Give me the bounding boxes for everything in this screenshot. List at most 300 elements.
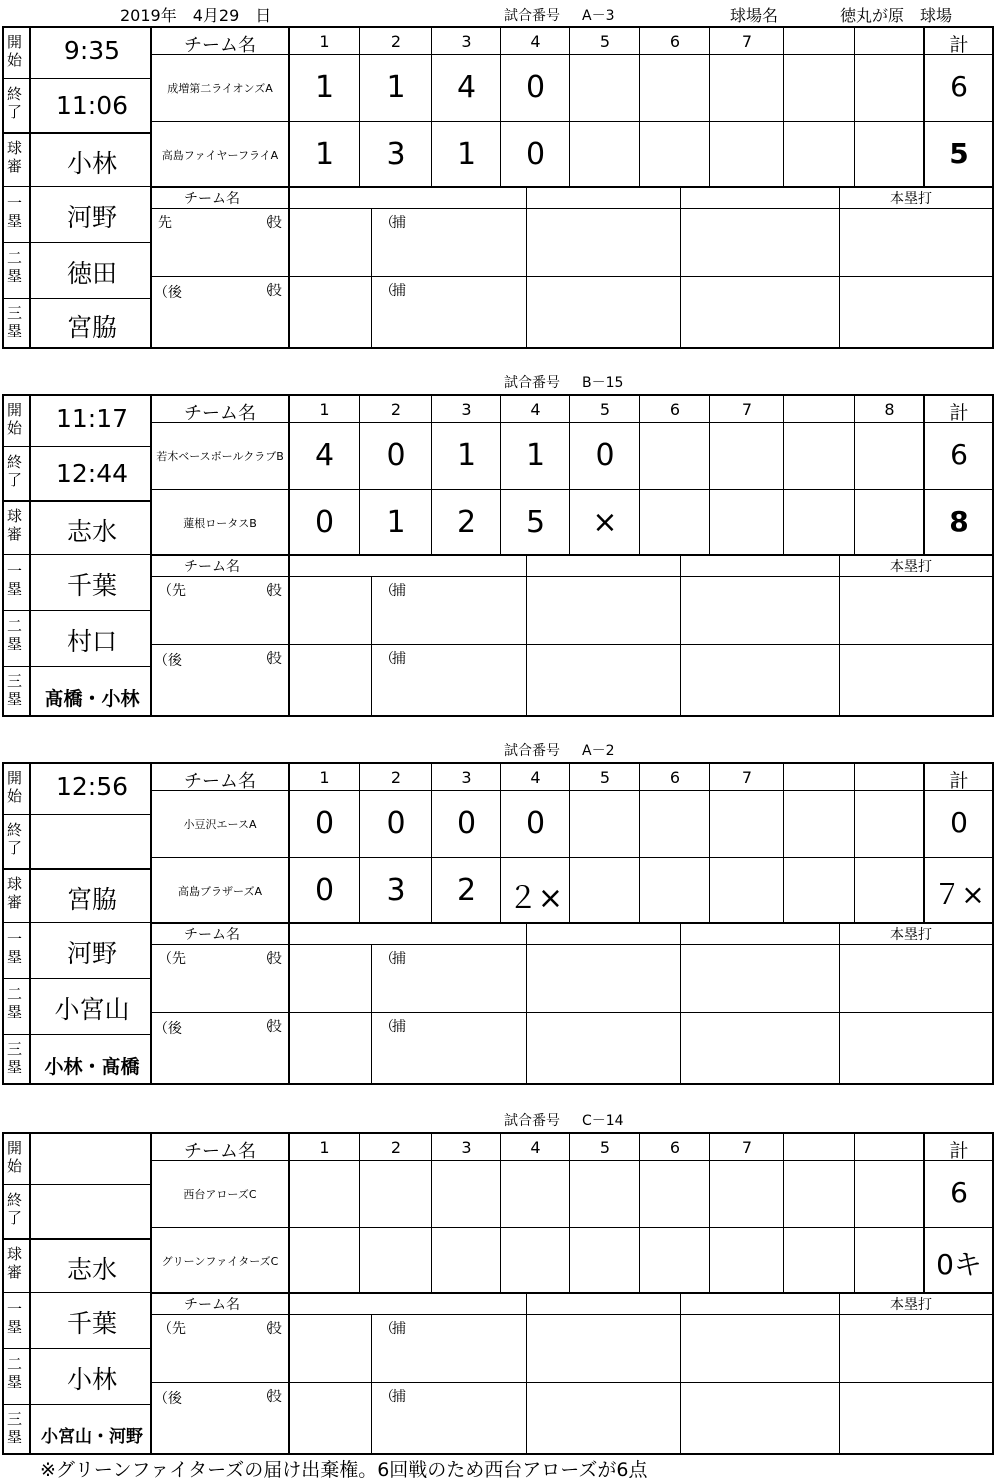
inning-header: 5 <box>599 768 611 787</box>
plate-umpire-label-char: 球 <box>7 507 23 525</box>
pitcher-label: 投 <box>268 651 282 667</box>
grid-line <box>639 764 640 922</box>
paren: （ <box>258 215 272 231</box>
inning-score: × <box>592 505 618 540</box>
grid-line <box>639 1134 640 1292</box>
grid-line <box>839 922 840 1083</box>
first-base-label <box>7 930 31 966</box>
score-table <box>2 26 994 349</box>
catcher-label: 捕 <box>392 1389 406 1405</box>
grid-line <box>4 610 150 611</box>
total-score: 0 <box>950 806 968 839</box>
second-base-label <box>7 249 31 285</box>
paren: （ <box>380 1389 394 1405</box>
inning-score: 1 <box>386 70 406 105</box>
third-base-label-char: 三 <box>7 1410 23 1428</box>
first-base-label-char: 塁 <box>7 948 23 966</box>
inning-header: 6 <box>669 400 681 419</box>
paren: （ <box>380 1019 394 1035</box>
start-time: 11:17 <box>55 404 129 433</box>
grid-line <box>371 1314 372 1453</box>
inning-header: 1 <box>319 768 330 787</box>
grid-line <box>783 28 784 186</box>
grid-line <box>150 576 992 577</box>
first-base-label <box>7 1300 31 1336</box>
third-base-label-char: 塁 <box>7 322 23 340</box>
end-label-char: 了 <box>7 471 23 489</box>
pitcher-label: 投 <box>268 1019 282 1035</box>
third-base-label-char: 三 <box>7 1040 23 1058</box>
team-name: 西台アローズC <box>183 1188 257 1201</box>
inning-header: 4 <box>530 32 541 51</box>
grid-line <box>4 500 150 502</box>
inning-score: 1 <box>314 137 335 172</box>
inning-header: 5 <box>599 1138 611 1157</box>
second-team-line: （後 <box>154 1021 182 1037</box>
grid-line <box>4 186 150 187</box>
inning-header: 6 <box>669 1138 681 1157</box>
inning-header: 7 <box>741 768 753 787</box>
grid-line <box>150 1012 992 1013</box>
date: 2019年 4月29 日 <box>120 6 272 25</box>
game-number: A－2 <box>582 743 615 759</box>
grid-line <box>4 814 150 815</box>
first-base-label-char: 一 <box>7 1300 23 1318</box>
inning-score: 0 <box>386 438 406 473</box>
grid-line <box>783 396 784 554</box>
grid-line <box>4 446 150 447</box>
inning-score: 1 <box>386 505 406 540</box>
plate-umpire-label <box>7 1245 31 1281</box>
first-base-label-char: 塁 <box>7 1318 23 1336</box>
inning-score: 2 <box>456 873 477 908</box>
total-score: 8 <box>949 505 969 538</box>
end-label <box>7 453 31 489</box>
grid-line <box>854 1134 855 1292</box>
second-base-label <box>7 985 31 1021</box>
start-label <box>7 33 31 69</box>
first-base-label-char: 一 <box>7 194 23 212</box>
grid-line <box>839 1292 840 1453</box>
plate-umpire-label-char: 審 <box>7 1263 23 1281</box>
grid-line <box>4 554 150 555</box>
grid-line <box>288 1292 290 1453</box>
second-base-label-char: 二 <box>7 985 23 1003</box>
start-label-char: 始 <box>7 419 23 437</box>
second-base-umpire: 村口 <box>66 627 117 656</box>
first-base-label-char: 塁 <box>7 212 23 230</box>
end-label-char: 了 <box>7 839 23 857</box>
first-base-label <box>7 562 31 598</box>
inning-score: 4 <box>314 438 335 473</box>
grid-line <box>526 186 527 347</box>
inning-header: 3 <box>461 32 472 51</box>
grid-line <box>783 1134 784 1292</box>
score-table <box>2 762 994 1085</box>
paren: （ <box>380 651 394 667</box>
homerun-header: 本塁打 <box>890 559 932 575</box>
grid-line <box>4 132 150 134</box>
team-name: 蓮根ロータスB <box>183 517 257 530</box>
grid-line <box>4 1184 150 1185</box>
inning-header: 3 <box>461 1138 472 1157</box>
third-base-label <box>7 1410 31 1446</box>
inning-score: 5 <box>525 505 546 540</box>
start-time: 12:56 <box>55 772 129 801</box>
field-label: 球場名 <box>730 6 779 25</box>
grid-line <box>854 28 855 186</box>
second-base-umpire: 小宮山 <box>54 995 130 1024</box>
plate-umpire: 宮脇 <box>66 885 117 914</box>
plate-umpire-label-char: 球 <box>7 1245 23 1263</box>
end-label-char: 終 <box>7 1191 23 1209</box>
start-label <box>7 769 31 805</box>
catcher-label: 捕 <box>392 1019 406 1035</box>
grid-line <box>4 298 150 299</box>
grid-line <box>288 186 290 347</box>
paren: （ <box>258 651 272 667</box>
grid-line <box>150 208 992 209</box>
grid-line <box>4 1238 150 1240</box>
inning-score: 1 <box>314 70 335 105</box>
second-team-line: （後 <box>154 285 182 301</box>
game-sheet <box>0 743 996 1085</box>
total-header: 計 <box>949 1140 969 1162</box>
inning-score: 0 <box>595 438 615 473</box>
plate-umpire-label-char: 球 <box>7 875 23 893</box>
catcher-label: 捕 <box>392 215 406 231</box>
inning-header: 1 <box>319 400 330 419</box>
catcher-label: 捕 <box>392 1321 406 1337</box>
catcher-label: 捕 <box>392 951 406 967</box>
grid-line <box>150 121 992 122</box>
first-base-umpire: 河野 <box>66 203 117 232</box>
inning-header: 4 <box>530 400 541 419</box>
end-time: 12:44 <box>55 459 129 488</box>
total-score: 0キ <box>936 1248 982 1281</box>
plate-umpire-label-char: 審 <box>7 525 23 543</box>
third-base-label-char: 三 <box>7 672 23 690</box>
grid-line <box>150 944 992 945</box>
end-label <box>7 821 31 857</box>
third-base-umpire: 宮脇 <box>66 313 117 342</box>
third-base-umpire: 小林・髙橋 <box>44 1056 140 1078</box>
grid-line <box>359 1134 360 1292</box>
grid-line <box>680 1292 681 1453</box>
game-number: C－14 <box>582 1113 624 1129</box>
second-base-label-char: 塁 <box>7 267 23 285</box>
inning-header: 3 <box>461 768 472 787</box>
grid-line <box>150 857 992 858</box>
plate-umpire-label-char: 審 <box>7 893 23 911</box>
total-header: 計 <box>949 770 969 792</box>
homerun-header: 本塁打 <box>890 927 932 943</box>
score-table <box>2 394 994 717</box>
first-team-line: 先 <box>158 215 172 231</box>
game-sheet <box>0 375 996 717</box>
plate-umpire-label-char: 球 <box>7 139 23 157</box>
second-base-label-char: 塁 <box>7 1003 23 1021</box>
bottom-team-name-header: チーム名 <box>184 559 240 575</box>
third-base-label-char: 塁 <box>7 690 23 708</box>
inning-header: 1 <box>319 32 330 51</box>
grid-line <box>839 554 840 715</box>
grid-line <box>500 1134 501 1292</box>
first-base-label-char: 一 <box>7 930 23 948</box>
team-name: 成増第二ライオンズA <box>167 82 273 95</box>
end-label-char: 終 <box>7 821 23 839</box>
first-team-line: （先 <box>158 583 186 599</box>
first-base-umpire: 河野 <box>66 939 117 968</box>
inning-header: 5 <box>599 400 611 419</box>
grid-line <box>526 554 527 715</box>
start-label-char: 始 <box>7 1157 23 1175</box>
inning-header: 2 <box>390 1138 402 1157</box>
start-label-char: 開 <box>7 401 23 419</box>
second-base-label-char: 二 <box>7 249 23 267</box>
grid-line <box>4 868 150 870</box>
total-score: 6 <box>950 438 968 471</box>
grid-line <box>431 1134 432 1292</box>
score-table <box>2 1132 994 1455</box>
grid-line <box>371 944 372 1083</box>
third-base-umpire: 小宮山・河野 <box>41 1427 143 1447</box>
paren: （ <box>258 283 272 299</box>
end-label-char: 了 <box>7 103 23 121</box>
homerun-header: 本塁打 <box>890 1297 932 1313</box>
first-base-label-char: 塁 <box>7 580 23 598</box>
game-number-label: 試合番号 <box>504 375 560 391</box>
bottom-team-name-header: チーム名 <box>184 1297 240 1313</box>
field-name: 徳丸が原 球場 <box>840 6 953 25</box>
first-game-label: 試合番号 <box>504 8 560 24</box>
catcher-label: 捕 <box>392 283 406 299</box>
grid-line <box>4 922 150 923</box>
inning-score: 0 <box>525 806 546 841</box>
inning-score: 2 <box>456 505 477 540</box>
inning-score: 1 <box>525 438 546 473</box>
second-base-label-char: 二 <box>7 617 23 635</box>
paren: （ <box>380 583 394 599</box>
start-label <box>7 401 31 437</box>
grid-line <box>29 764 31 1083</box>
grid-line <box>4 1404 150 1405</box>
pitcher-label: 投 <box>268 1321 282 1337</box>
footnote: ※グリーンファイターズの届け出棄権。6回戦のため西台アローズが6点 <box>40 1459 648 1480</box>
first-game-id: A－3 <box>582 8 615 24</box>
grid-line <box>29 28 31 347</box>
grid-line <box>783 764 784 922</box>
third-base-label <box>7 672 31 708</box>
grid-line <box>150 554 992 556</box>
inning-header: 1 <box>319 1138 330 1157</box>
grid-line <box>526 1292 527 1453</box>
start-label-char: 開 <box>7 1139 23 1157</box>
grid-line <box>29 396 31 715</box>
inning-header: 4 <box>530 768 541 787</box>
inning-score: 1 <box>456 438 477 473</box>
first-base-umpire: 千葉 <box>66 1309 117 1338</box>
grid-line <box>150 489 992 490</box>
start-label <box>7 1139 31 1175</box>
grid-line <box>150 1227 992 1228</box>
start-label-char: 開 <box>7 33 23 51</box>
team-name: 若木ベースボールクラブB <box>156 450 284 463</box>
end-label <box>7 85 31 121</box>
grid-line <box>4 1292 150 1293</box>
inning-score: 0 <box>525 137 546 172</box>
team-name-header: チーム名 <box>184 1141 256 1162</box>
bottom-team-name-header: チーム名 <box>184 927 240 943</box>
inning-score: 1 <box>456 137 477 172</box>
grid-line <box>4 666 150 667</box>
total-score: 5 <box>949 137 969 170</box>
grid-line <box>709 764 710 922</box>
grid-line <box>4 242 150 243</box>
start-label-char: 始 <box>7 787 23 805</box>
inning-score: 0 <box>314 806 335 841</box>
grid-line <box>29 1134 31 1453</box>
paren: （ <box>380 951 394 967</box>
second-base-label-char: 二 <box>7 1355 23 1373</box>
total-score: 6 <box>950 70 968 103</box>
grid-line <box>150 186 992 188</box>
third-base-umpire: 髙橋・小林 <box>44 688 140 710</box>
grid-line <box>150 1314 992 1315</box>
plate-umpire-label <box>7 875 31 911</box>
inning-header: 6 <box>669 32 681 51</box>
grid-line <box>4 1348 150 1349</box>
plate-umpire-label <box>7 507 31 543</box>
pitcher-label: 投 <box>268 283 282 299</box>
grid-line <box>680 186 681 347</box>
end-label-char: 了 <box>7 1209 23 1227</box>
grid-line <box>150 644 992 645</box>
bottom-team-name-header: チーム名 <box>184 191 240 207</box>
plate-umpire: 小林 <box>66 149 117 178</box>
grid-line <box>150 1382 992 1383</box>
inning-header: 5 <box>599 32 611 51</box>
pitcher-label: 投 <box>268 951 282 967</box>
team-name: グリーンファイターズC <box>161 1255 279 1268</box>
paren: （ <box>380 215 394 231</box>
paren: （ <box>258 583 272 599</box>
third-base-label-char: 三 <box>7 304 23 322</box>
grid-line <box>288 554 290 715</box>
third-base-label <box>7 1040 31 1076</box>
second-base-umpire: 徳田 <box>66 259 117 288</box>
total-score: 6 <box>950 1176 968 1209</box>
inning-header: 4 <box>530 1138 541 1157</box>
catcher-label: 捕 <box>392 583 406 599</box>
second-team-line: （後 <box>154 653 182 669</box>
inning-score: 0 <box>314 505 335 540</box>
grid-line <box>371 576 372 715</box>
grid-line <box>680 554 681 715</box>
team-name-header: チーム名 <box>184 35 256 56</box>
inning-header: 2 <box>390 32 402 51</box>
grid-line <box>854 764 855 922</box>
inning-score: 0 <box>386 806 406 841</box>
grid-line <box>150 922 992 924</box>
first-base-umpire: 千葉 <box>66 571 117 600</box>
paren: （ <box>380 1321 394 1337</box>
paren: （ <box>258 951 272 967</box>
plate-umpire: 志水 <box>66 517 117 546</box>
inning-score: 4 <box>456 70 477 105</box>
grid-line <box>4 78 150 79</box>
team-name-header: チーム名 <box>184 771 256 792</box>
paren: （ <box>258 1321 272 1337</box>
total-score: ７× <box>933 878 985 911</box>
third-base-label-char: 塁 <box>7 1428 23 1446</box>
pitcher-label: 投 <box>268 583 282 599</box>
pitcher-label: 投 <box>268 215 282 231</box>
second-base-label-char: 塁 <box>7 635 23 653</box>
grid-line <box>150 276 992 277</box>
inning-header: 6 <box>669 768 681 787</box>
second-base-label-char: 塁 <box>7 1373 23 1391</box>
inning-score: 3 <box>386 137 406 172</box>
grid-line <box>288 1134 290 1292</box>
second-base-label <box>7 617 31 653</box>
team-name: 高島ブラザーズA <box>178 885 262 898</box>
game-number-label: 試合番号 <box>504 743 560 759</box>
third-base-label-char: 塁 <box>7 1058 23 1076</box>
end-label <box>7 1191 31 1227</box>
end-label-char: 終 <box>7 85 23 103</box>
catcher-label: 捕 <box>392 651 406 667</box>
second-base-label <box>7 1355 31 1391</box>
inning-header: 7 <box>741 400 753 419</box>
third-base-label <box>7 304 31 340</box>
inning-score: 0 <box>525 70 546 105</box>
total-header: 計 <box>949 34 969 56</box>
end-time: 11:06 <box>55 91 129 120</box>
grid-line <box>569 1134 570 1292</box>
inning-score: 0 <box>456 806 477 841</box>
paren: （ <box>258 1389 272 1405</box>
second-team-line: （後 <box>154 1391 182 1407</box>
start-label-char: 開 <box>7 769 23 787</box>
end-label-char: 終 <box>7 453 23 471</box>
grid-line <box>288 922 290 1083</box>
inning-score: ２× <box>507 881 564 916</box>
grid-line <box>526 922 527 1083</box>
team-name: 高島ファイヤーフライA <box>161 149 279 162</box>
first-team-line: （先 <box>158 951 186 967</box>
team-name: 小豆沢エースA <box>183 818 257 831</box>
game-sheet <box>0 1113 996 1455</box>
start-label-char: 始 <box>7 51 23 69</box>
grid-line <box>854 396 855 554</box>
grid-line <box>709 396 710 554</box>
plate-umpire: 志水 <box>66 1255 117 1284</box>
plate-umpire-label-char: 審 <box>7 157 23 175</box>
inning-header: 8 <box>884 400 895 419</box>
inning-score: 3 <box>386 873 406 908</box>
grid-line <box>4 978 150 979</box>
grid-line <box>4 1034 150 1035</box>
grid-line <box>680 922 681 1083</box>
paren: （ <box>258 1019 272 1035</box>
game-sheet <box>0 26 996 349</box>
game-number: B－15 <box>582 375 624 391</box>
team-name-header: チーム名 <box>184 403 256 424</box>
inning-score: 0 <box>314 873 335 908</box>
inning-header: 3 <box>461 400 472 419</box>
inning-header: 2 <box>390 400 402 419</box>
